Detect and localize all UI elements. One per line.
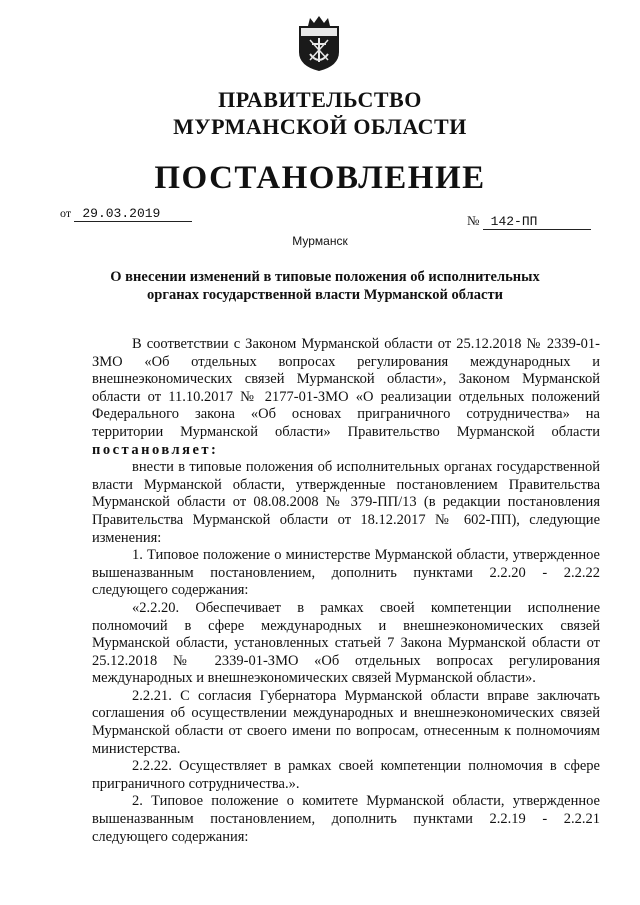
org-name-line1: ПРАВИТЕЛЬСТВО — [218, 87, 422, 112]
paragraph-item-2: 2. Типовое положение о комитете Мурманской области, утвержденное вышеназванным постановлением, дополнить пунктами 2.2.19 - 2.2.21 следующего содержания: — [92, 793, 600, 845]
paragraph-2-2-21: 2.2.21. С согласия Губернатора Мурманской области вправе заключать соглашения об осуществлении международных и внешнеэкономических связей Мурманской области от своего имени по вопросам, отнесенным к полномочиям министерства. — [92, 687, 600, 757]
resolves-word: постановляет: — [92, 441, 219, 458]
preamble-text: В соответствии с Законом Мурманской области от 25.12.2018 № 2339-01-ЗМО «Об отдельных вопросах регулирования международных и внешнеэкономических связей Мурманской области», Законом Мурманской области от 11.10.2017 № 2177-01-ЗМО «О реализации отдельных положений Федерального закона «Об основах приграничного сотрудничества» на территории Мурманской области» Правительство Мурманской области — [92, 336, 600, 440]
paragraph-2-2-22: 2.2.22. Осуществляет в рамках своей компетенции полномочия в сфере приграничного сотрудничества.». — [92, 758, 600, 792]
number-field — [467, 213, 591, 230]
paragraph-2-2-20: «2.2.20. Обеспечивает в рамках своей компетенции исполнение полномочий в сфере международных и внешнеэкономических связей Мурманской области, установленных статьей 7 Закона Мурманской области от 25.12.2018 № 2339-01-ЗМО «Об отдельных вопросах регулирования международных и внешнеэкономических связей Мурманской области». — [92, 599, 600, 687]
date-value: 29.03.2019 — [74, 206, 192, 222]
document-body — [92, 336, 600, 846]
date-label: от — [60, 206, 72, 220]
number-value: 142-ПП — [483, 214, 591, 230]
preamble-paragraph — [92, 336, 600, 459]
subject-line1: О внесении изменений в типовые положения об исполнительных — [110, 269, 540, 285]
document-type: ПОСТАНОВЛЕНИЕ — [154, 160, 486, 196]
number-label: № — [467, 213, 480, 228]
date-field — [60, 205, 192, 222]
paragraph-amendments-intro: внести в типовые положения об исполнительных органах государственной власти Мурманской области, утвержденные постановлением Правительства Мурманской области от 08.08.2008 № 379-ПП/13 (в редакции постановления Правительства Мурманской области от 18.12.2017 № 602-ПП), следующие изменения: — [92, 459, 600, 546]
org-name-line2: МУРМАНСКОЙ ОБЛАСТИ — [173, 114, 467, 139]
coat-of-arms-icon — [296, 14, 342, 72]
subject-line2: органах государственной власти Мурманской области — [147, 287, 503, 303]
city-name: Мурманск — [292, 234, 348, 248]
document-subject — [90, 268, 560, 304]
paragraph-item-1: 1. Типовое положение о министерстве Мурманской области, утвержденное вышеназванным постановлением, дополнить пунктами 2.2.20 - 2.2.22 следующего содержания: — [92, 547, 600, 599]
